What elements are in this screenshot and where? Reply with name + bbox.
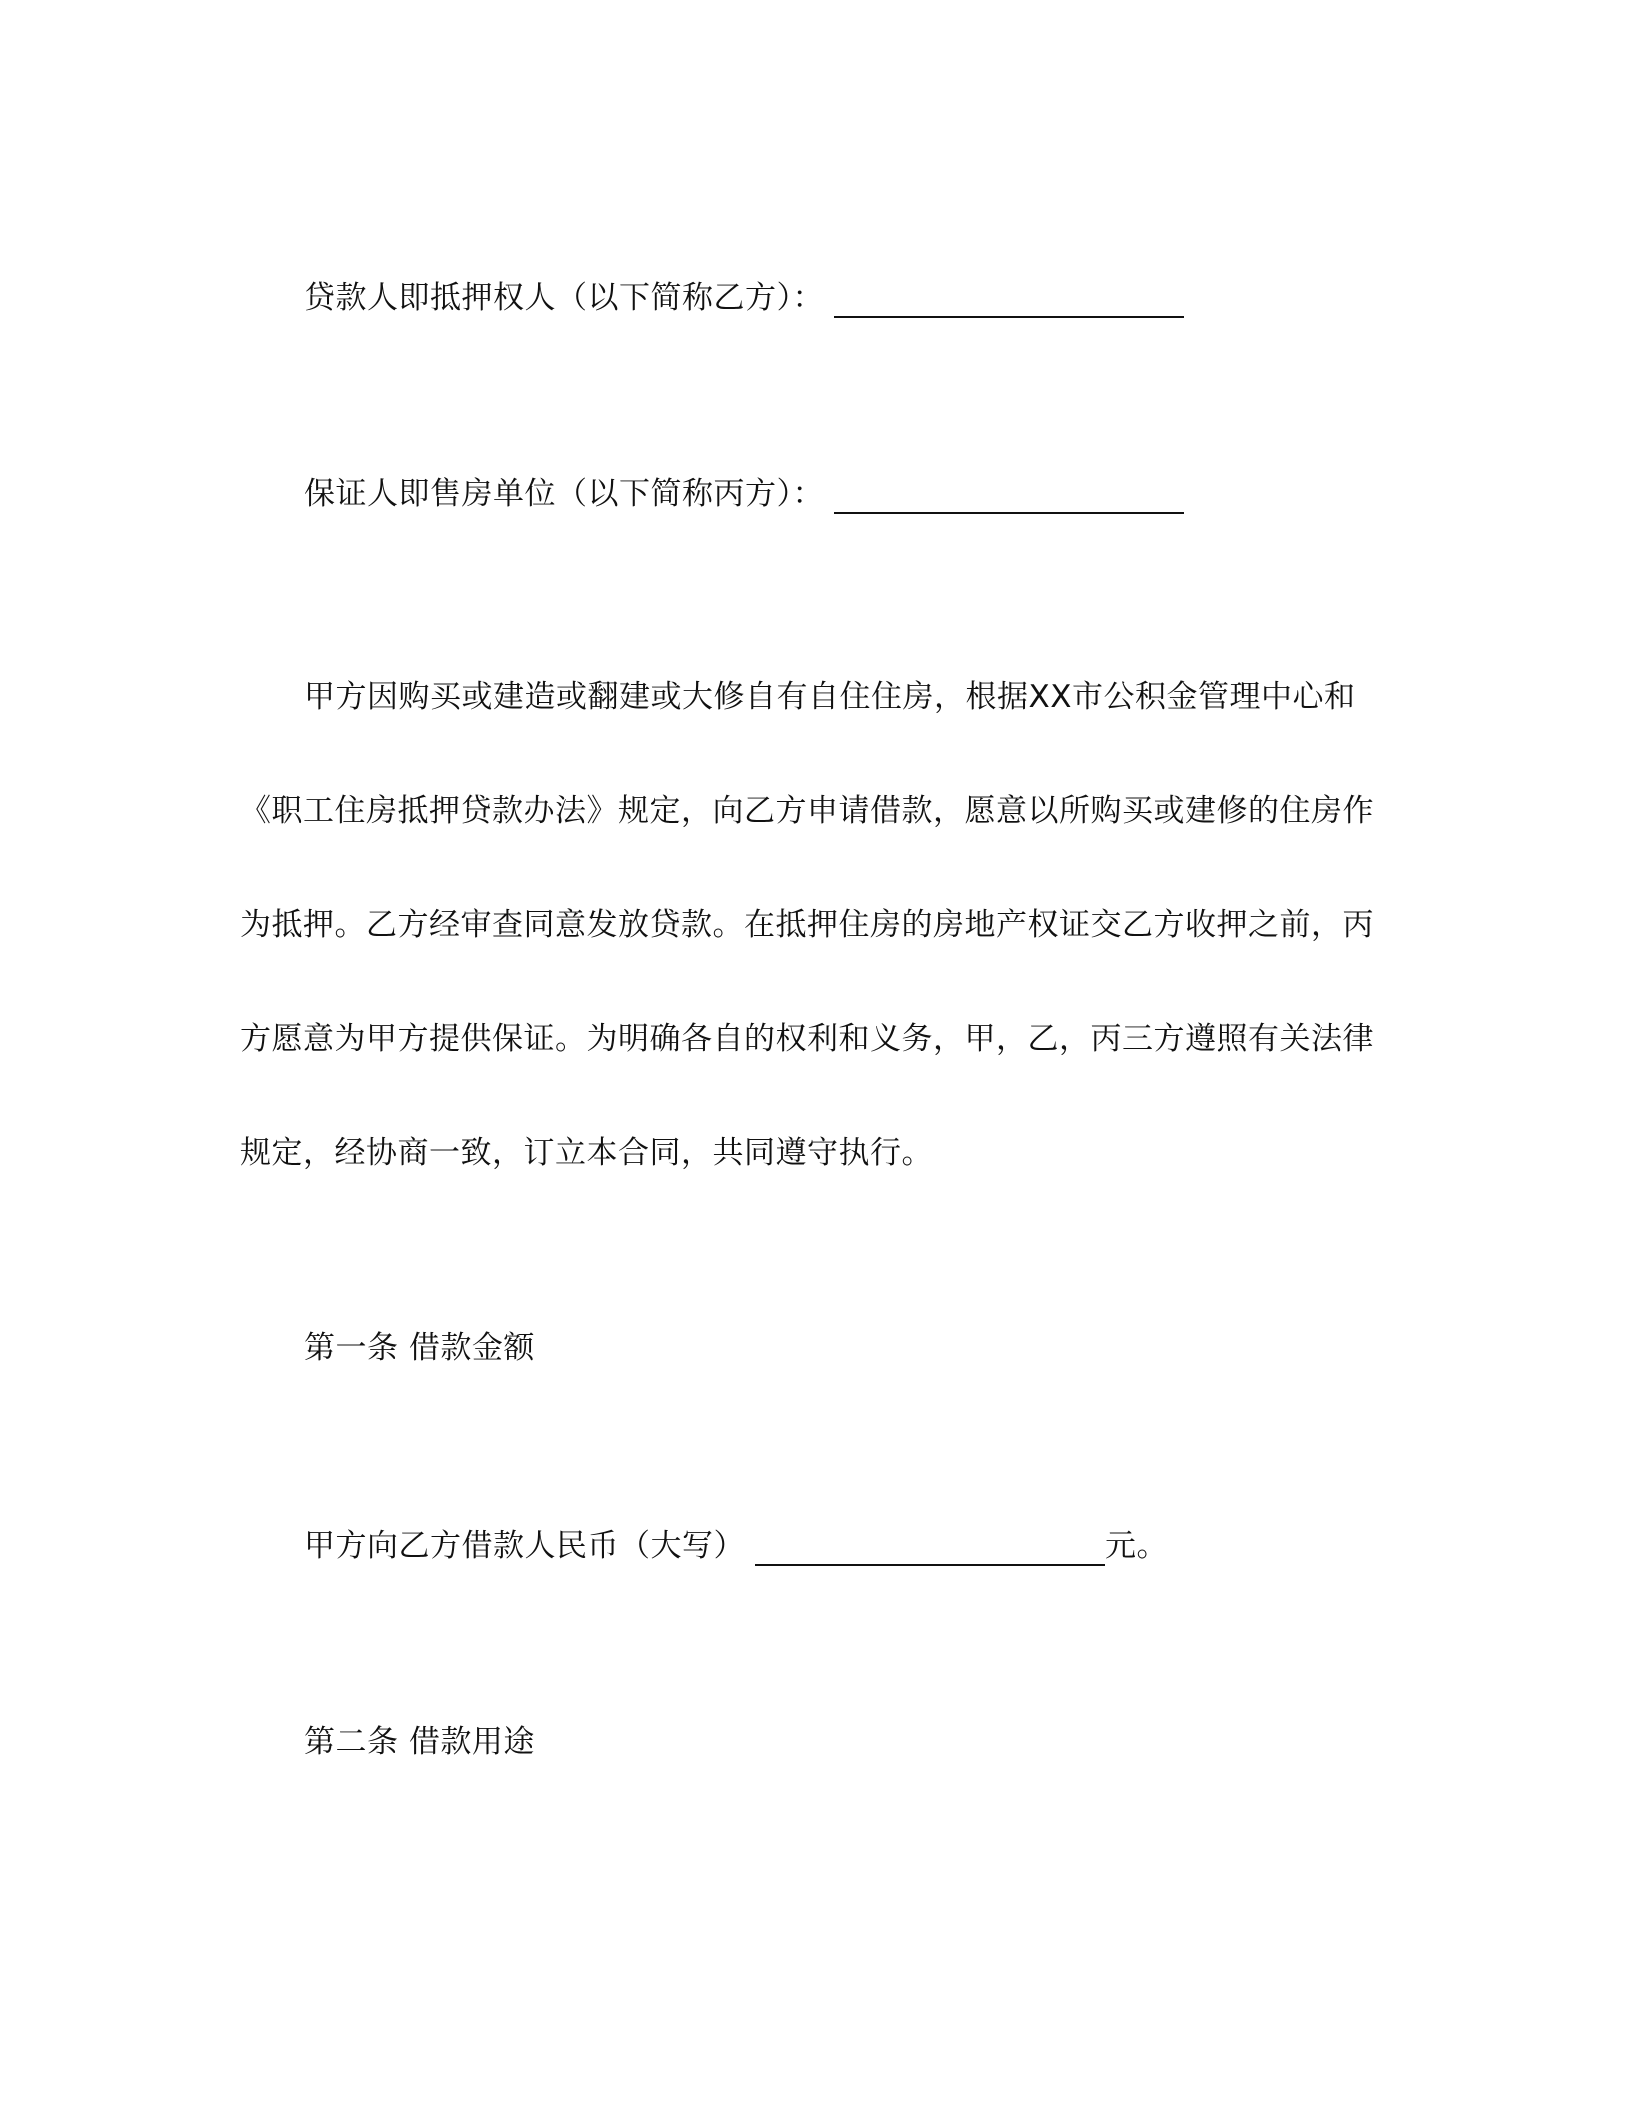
amount-unit: 元。 xyxy=(1105,1528,1168,1564)
article1-heading: 第一条 借款金额 xyxy=(304,1330,535,1366)
lender-line xyxy=(304,278,1184,318)
preamble-line: 甲方因购买或建造或翻建或大修自有自住住房，根据XX市公积金管理中心和 xyxy=(304,679,1356,715)
guarantor-name-blank xyxy=(834,484,1184,514)
preamble-line: 规定，经协商一致，订立本合同，共同遵守执行。 xyxy=(240,1135,933,1171)
article1-amount-line xyxy=(304,1526,1168,1566)
amount-blank xyxy=(755,1536,1105,1566)
lender-label: 贷款人即抵押权人（以下简称乙方）： xyxy=(304,280,824,316)
preamble-line: 《职工住房抵押贷款办法》规定，向乙方申请借款，愿意以所购买或建修的住房作 xyxy=(240,793,1374,829)
article2-heading: 第二条 借款用途 xyxy=(304,1724,535,1760)
guarantor-line xyxy=(304,474,1184,514)
preamble-line: 方愿意为甲方提供保证。为明确各自的权利和义务，甲，乙，丙三方遵照有关法律 xyxy=(240,1021,1374,1057)
preamble-line: 为抵押。乙方经审查同意发放贷款。在抵押住房的房地产权证交乙方收押之前，丙 xyxy=(240,907,1374,943)
lender-name-blank xyxy=(834,288,1184,318)
amount-label: 甲方向乙方借款人民币（大写） xyxy=(304,1528,745,1564)
guarantor-label: 保证人即售房单位（以下简称丙方）： xyxy=(304,476,824,512)
